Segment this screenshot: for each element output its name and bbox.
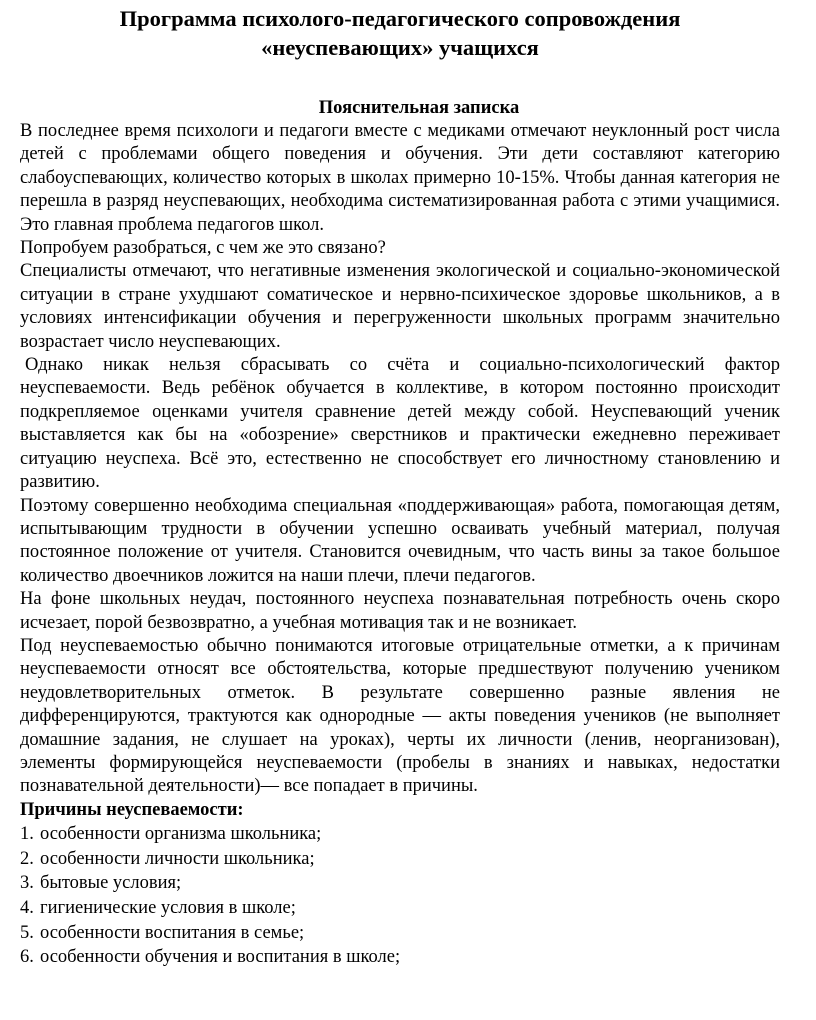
reasons-heading: Причины неуспеваемости: [20,799,244,820]
list-item [20,822,780,847]
section-subtitle: Пояснительная записка [318,98,520,118]
list-item-number: 6. [20,947,34,968]
list-item [20,871,780,896]
list-item [20,945,780,970]
document-title [20,4,780,62]
paragraph-6: На фоне школьных неудач, постоянного неуспеха познавательная потребность очень скоро исчезает, порой безвозвратно, а учебная мотивация так и не возникает. [20,589,780,633]
paragraph-2: Попробуем разобраться, с чем же это связано? [20,238,386,259]
paragraph-7: Под неуспеваемостью обычно понимаются итоговые отрицательные отметки, а к причинам неуспеваемости относят все обстоятельства, которые предшествуют получению учеником неудовлетворительных отметок. В результате совершенно разные явления не дифференцируются, трактуются как однородные — акты поведения учеников (не выполняет домашние задания, не слушает на уроках), черты их личности (ленив, неорганизован), элементы формирующейся неуспеваемости (пробелы в знаниях и навыках, недостатки познавательной деятельности)— все попадает в причины. [20,635,780,797]
paragraph-4: Однако никак нельзя сбрасывать со счёта и социально-психологический фактор неуспеваемости. Ведь ребёнок обучается в коллективе, в котором постоянно происходит подкрепляемое оценками учителя сравнение детей между собой. Неуспевающий ученик выставляется как бы на «обозрение» сверстников и практически ежедневно переживает ситуацию неуспеха. Всё это, естественно не способствует его личностному становлению и развитию. [20,355,780,493]
list-item-text: бытовые условия; [40,873,182,894]
list-item-number: 1. [20,824,34,845]
list-item-text: особенности личности школьника; [40,848,315,869]
list-item-text: особенности обучения и воспитания в школе; [40,947,401,968]
list-item-number: 4. [20,897,34,918]
title-line-1: Программа психолого-педагогического сопровождения [119,6,681,31]
paragraph-3: Специалисты отмечают, что негативные изменения экологической и социально-экономической ситуации в стране ухудшают соматическое и нервно-психическое здоровье школьников, а в условиях интенсификации обучения и перегруженности школьных программ значительно возрастает число неуспевающих. [20,261,780,352]
list-item-text: особенности воспитания в семье; [40,922,305,943]
reasons-list [20,822,780,970]
list-item [20,847,780,872]
document-page [20,0,780,1020]
title-line-2: «неуспевающих» учащихся [261,35,539,60]
list-item [20,921,780,946]
list-item-number: 3. [20,873,34,894]
list-item-text: особенности организма школьника; [40,824,322,845]
list-item-text: гигиенические условия в школе; [40,897,296,918]
list-item [20,896,780,921]
list-item-number: 5. [20,922,34,943]
paragraph-5: Поэтому совершенно необходима специальная «поддерживающая» работа, помогающая детям, испытывающим трудности в обучении успешно осваивать учебный материал, получая постоянное положение от учителя. Становится очевидным, что часть вины за такое большое количество двоечников ложится на наши плечи, плечи педагогов. [20,495,780,586]
list-item-number: 2. [20,848,34,869]
paragraph-1: В последнее время психологи и педагоги вместе с медиками отмечают неуклонный рост числа детей с проблемами общего поведения и обучения. Эти дети составляют категорию слабоуспевающих, количество которых в школах примерно 10-15%. Чтобы данная категория не перешла в разряд неуспевающих, необходима систематизированная работа с этими учащимися. Это главная проблема педагогов школ. [20,121,780,235]
